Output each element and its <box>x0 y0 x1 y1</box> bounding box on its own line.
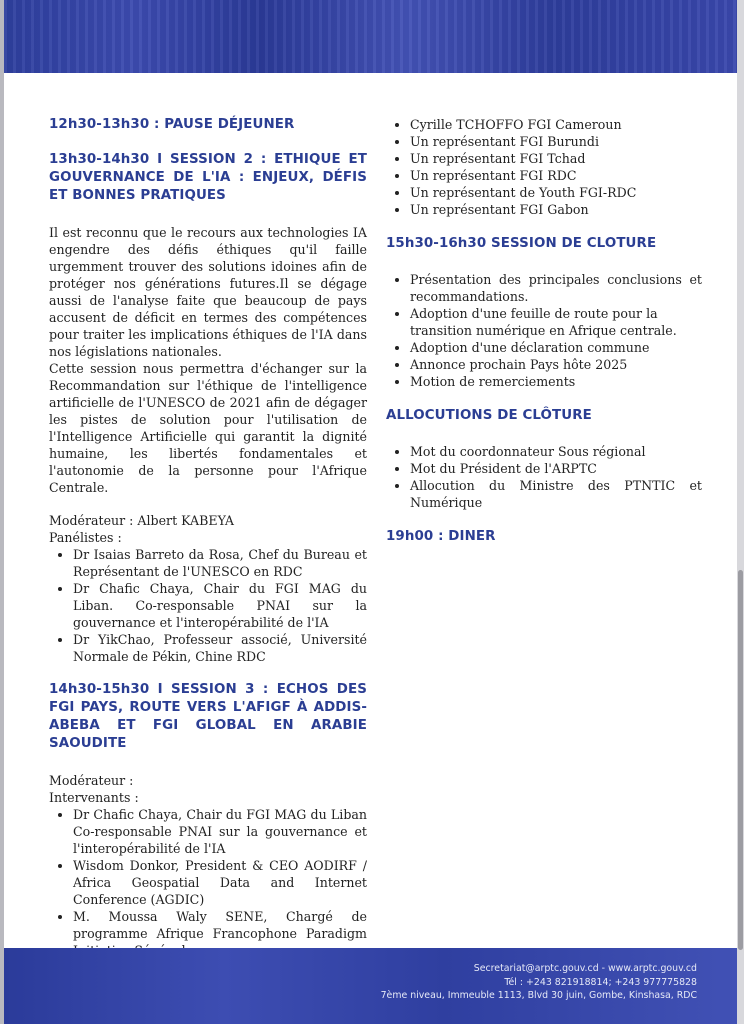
allocutions-heading: ALLOCUTIONS DE CLÔTURE <box>386 408 592 423</box>
session2-heading: 13h30-14h30 I SESSION 2 : ETHIQUE ET GOUVERNANCE DE L'IA : ENJEUX, DÉFIS ET BONNES PRATIQUES <box>49 152 367 203</box>
right-column <box>386 116 702 546</box>
list-item: Dr Chafic Chaya, Chair du FGI MAG du Liban. Co-responsable PNAI sur la gouvernance et l'interopérabilité de l'IA <box>73 581 367 630</box>
diner-heading: 19h00 : DINER <box>386 529 496 544</box>
list-item: Dr YikChao, Professeur associé, Université Normale de Pékin, Chine RDC <box>73 632 367 664</box>
list-item: Dr Isaias Barreto da Rosa, Chef du Bureau et Représentant de l'UNESCO en RDC <box>73 547 367 579</box>
list-item: Motion de remerciements <box>410 373 702 390</box>
session2-panelists-label: Panélistes : <box>49 530 122 545</box>
list-item: Présentation des principales conclusions et recommandations. <box>410 272 702 304</box>
document-page <box>4 0 737 1024</box>
list-item: Adoption d'une déclaration commune <box>410 339 702 356</box>
list-item: Adoption d'une feuille de route pour la transition numérique en Afrique centrale. <box>410 305 702 339</box>
session2-paragraph-1: Il est reconnu que le recours aux technologies IA engendre des défis éthiques qu'il faille urgemment trouver des solutions idoines afin de protéger nos générations futures.Il se dégage aussi de l'analyse faite que beaucoup de pays accusent de déficit en termes des compétences pour traiter les implications éthiques de l'IA dans nos législations nationales. <box>49 225 367 359</box>
list-item: Wisdom Donkor, President & CEO AODIRF / Africa Geospatial Data and Internet Conference (AGDIC) <box>73 858 367 907</box>
list-item: Mot du Président de l'ARPTC <box>410 460 702 477</box>
session2-moderator: Modérateur : Albert KABEYA <box>49 513 235 528</box>
header-banner <box>4 0 737 73</box>
list-item: Un représentant de Youth FGI-RDC <box>410 184 702 201</box>
list-item: Un représentant FGI RDC <box>410 167 702 184</box>
list-item: Cyrille TCHOFFO FGI Cameroun <box>410 116 702 133</box>
list-item: Un représentant FGI Tchad <box>410 150 702 167</box>
list-item: Annonce prochain Pays hôte 2025 <box>410 356 702 373</box>
list-item: M. Moussa Waly SENE, Chargé de programme Afrique Francophone Paradigm <box>73 908 367 959</box>
scrollbar[interactable] <box>737 0 744 1024</box>
session3-moderator: Modérateur : <box>49 773 134 788</box>
list-item: Un représentant FGI Burundi <box>410 133 702 150</box>
footer-contact <box>381 962 697 1003</box>
list-item: Dr Chafic Chaya, Chair du FGI MAG du Liban Co-responsable PNAI sur la gouvernance et l'interopérabilité de l'IA <box>73 807 367 856</box>
list-item: Allocution du Ministre des PTNTIC et Numérique <box>410 478 702 510</box>
allocutions-list <box>386 443 702 511</box>
footer-phone: Tél : +243 821918814; +243 977775828 <box>504 976 697 988</box>
session3-speakers-label: Intervenants : <box>49 790 139 805</box>
footer-address: 7ème niveau, Immeuble 1113, Blvd 30 juin, Gombe, Kinshasa, RDC <box>380 990 697 1001</box>
scrollbar-thumb[interactable] <box>738 570 743 950</box>
list-item: Un représentant FGI Gabon <box>410 201 702 218</box>
pause-heading: 12h30-13h30 : PAUSE DÉJEUNER <box>49 117 295 132</box>
closing-session-heading: 15h30-16h30 SESSION DE CLOTURE <box>386 236 657 251</box>
session3-heading: 14h30-15h30 I SESSION 3 : ECHOS DES FGI PAYS, ROUTE VERS L'AFIGF À ADDIS-ABEBA ET FGI GLOBAL EN ARABIE SAOUDITE <box>49 682 367 751</box>
session2-panelists-list <box>49 546 367 665</box>
session3-speakers-continued <box>386 116 702 218</box>
session2-paragraph-2: Cette session nous permettra d'échanger sur la Recommandation sur l'éthique de l'intelligence artificielle de l'UNESCO de 2021 afin de dégager les pistes de solution pour l'utilisation de l'Intelligence Artificielle qui garantit la dignité humaine, les libertés fondamentales et l'autonomie de la personne pour l'Afrique Centrale. <box>49 361 367 495</box>
left-column <box>49 116 367 959</box>
closing-session-list <box>386 271 702 390</box>
list-item: Mot du coordonnateur Sous régional <box>410 443 702 460</box>
session3-speakers-list <box>49 806 367 959</box>
footer-email-website: Secretariat@arptc.gouv.cd - www.arptc.gouv.cd <box>473 963 697 974</box>
